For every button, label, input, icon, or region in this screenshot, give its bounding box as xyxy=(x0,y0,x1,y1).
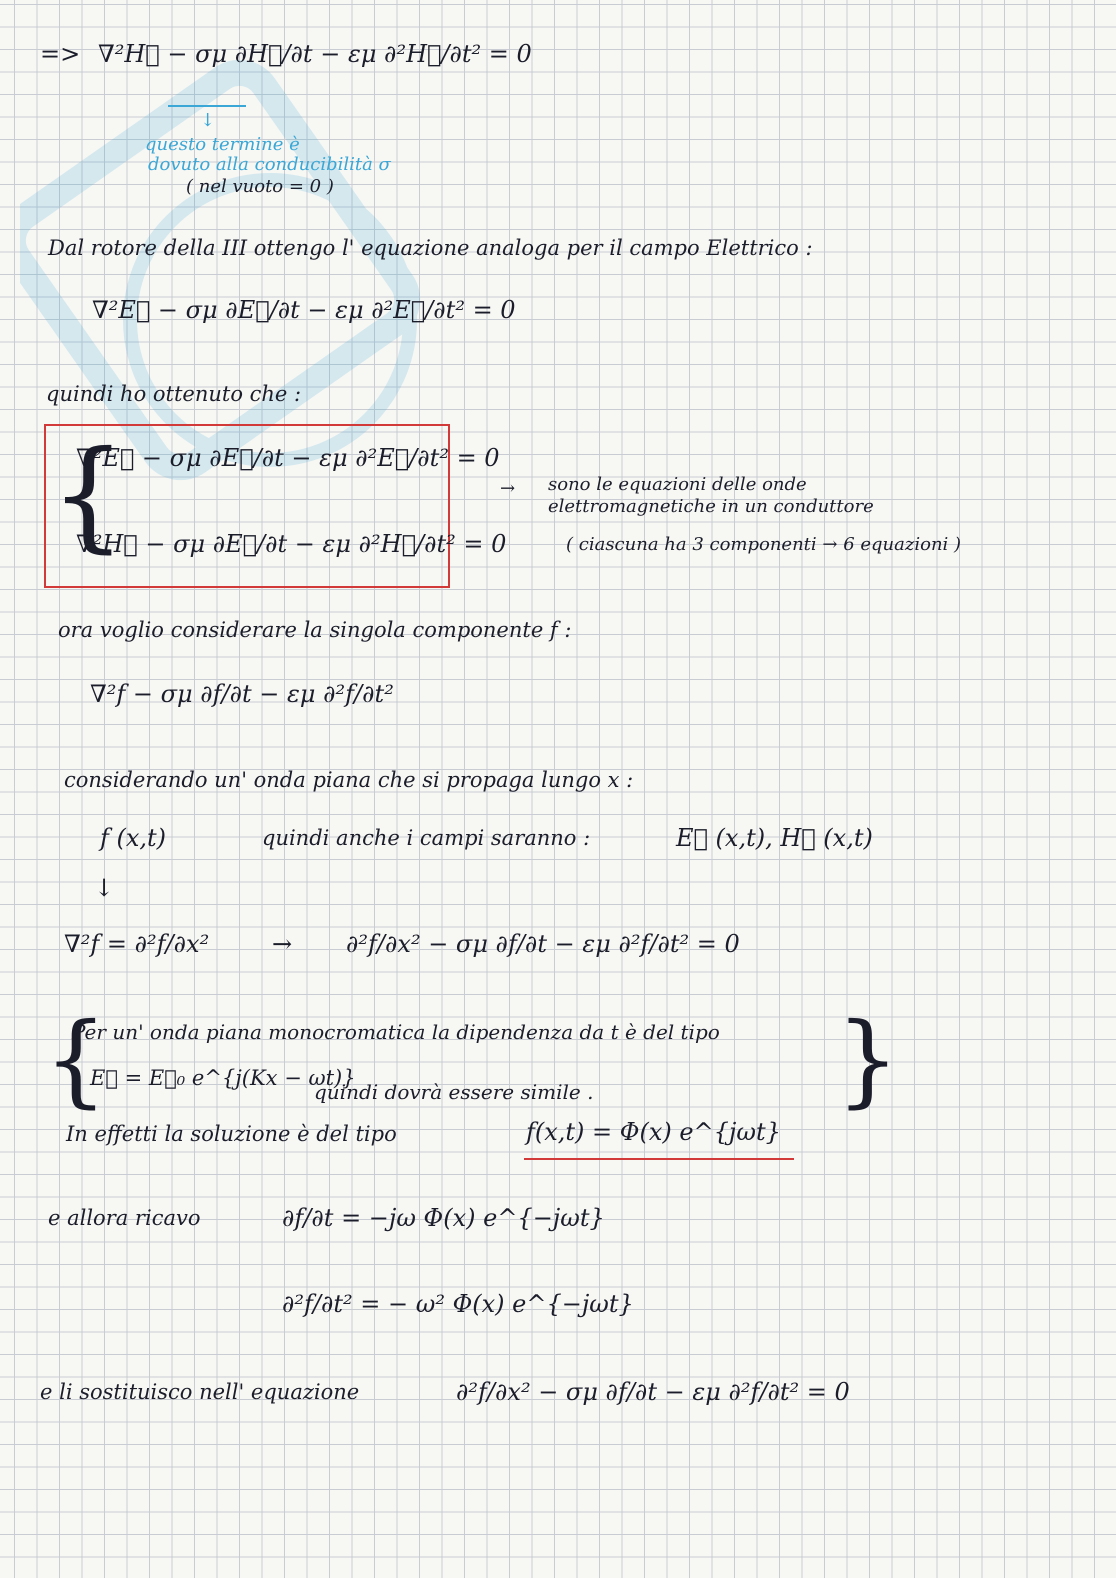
campi-eq: E⃗ (x,t), H⃗ (x,t) xyxy=(676,824,873,852)
note-line3: ( nel vuoto = 0 ) xyxy=(186,176,334,197)
system-note3: ( ciascuna ha 3 componenti → 6 equazioni ) xyxy=(566,534,962,555)
note-line2: dovuto alla conducibilità σ xyxy=(148,154,391,175)
left-brace-icon: { xyxy=(50,426,127,565)
fxt-label: f (x,t) xyxy=(100,824,167,852)
text-onda-piana: considerando un' onda piana che si propaga lungo x : xyxy=(64,768,634,792)
final-equation: ∂²f/∂x² − σμ ∂f/∂t − εμ ∂²f/∂t² = 0 xyxy=(456,1378,850,1406)
derivative-1: ∂f/∂t = −jω Φ(x) e^{−jωt} xyxy=(282,1204,605,1232)
solution-underline xyxy=(524,1158,794,1160)
arrow-icon: → xyxy=(500,478,516,499)
text-componente: ora voglio considerare la singola componente f : xyxy=(58,618,572,642)
right-brace-icon: } xyxy=(836,1001,900,1118)
mono-line3: quindi dovrà essere simile . xyxy=(314,1080,594,1104)
solution-eq: f(x,t) = Φ(x) e^{jωt} xyxy=(526,1118,781,1146)
system-note2: elettromagnetiche in un conduttore xyxy=(548,496,874,517)
note-line1: questo termine è xyxy=(145,134,300,155)
text-soluzione: In effetti la soluzione è del tipo xyxy=(66,1122,397,1146)
system-eq1: ∇²E⃗ − σμ ∂E⃗/∂t − εμ ∂²E⃗/∂t² = 0 xyxy=(76,444,500,472)
equation-f: ∇²f − σμ ∂f/∂t − εμ ∂²f/∂t² xyxy=(90,680,394,708)
mono-line2: E⃗ = E⃗₀ e^{j(Kx − ωt)} xyxy=(90,1066,356,1090)
mono-line1: Per un' onda piana monocromatica la dipendenza da t è del tipo xyxy=(72,1020,720,1044)
text-ricavo: e allora ricavo xyxy=(48,1206,201,1230)
left-brace-icon-2: { xyxy=(44,1001,108,1118)
text-rotore: Dal rotore della III ottengo l' equazione analoga per il campo Elettrico : xyxy=(48,236,813,260)
system-eq2: ∇²H⃗ − σμ ∂E⃗/∂t − εμ ∂²H⃗/∂t² = 0 xyxy=(76,530,507,558)
system-note1: sono le equazioni delle onde xyxy=(548,474,807,495)
down-arrow-icon: ↓ xyxy=(200,110,216,131)
line1-equation: ∇²H⃗ − σμ ∂H⃗/∂t − εμ ∂²H⃗/∂t² = 0 xyxy=(98,40,532,68)
lap-rhs: ∂²f/∂x² − σμ ∂f/∂t − εμ ∂²f/∂t² = 0 xyxy=(346,930,740,958)
down-arrow-icon-2: ↓ xyxy=(94,874,115,902)
text-campi: quindi anche i campi saranno : xyxy=(262,826,591,850)
derivative-2: ∂²f/∂t² = − ω² Φ(x) e^{−jωt} xyxy=(282,1290,634,1318)
underline-term xyxy=(168,105,246,107)
text-quindi: quindi ho ottenuto che : xyxy=(46,382,302,406)
line1-prefix: => xyxy=(40,40,81,68)
lap-lhs: ∇²f = ∂²f/∂x² xyxy=(64,930,210,958)
text-sostituisco: e li sostituisco nell' equazione xyxy=(40,1380,360,1404)
equation-E: ∇²E⃗ − σμ ∂E⃗/∂t − εμ ∂²E⃗/∂t² = 0 xyxy=(92,296,516,324)
lap-arrow-icon: → xyxy=(272,930,293,958)
